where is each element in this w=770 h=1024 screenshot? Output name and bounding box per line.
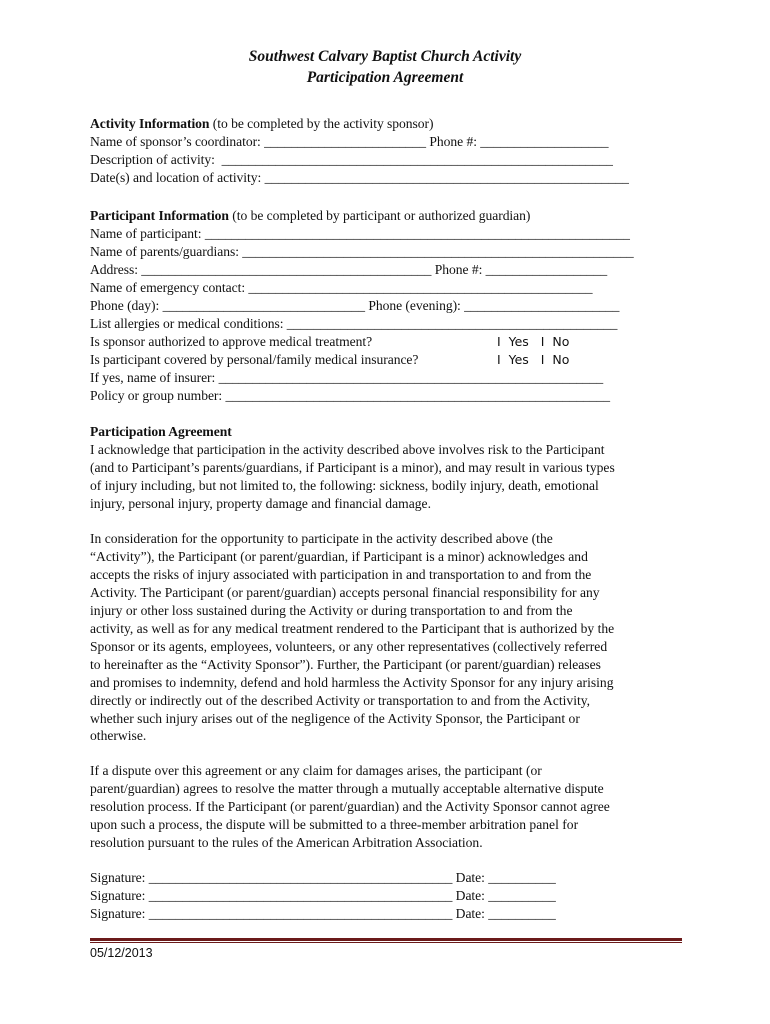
document-title-line1: Southwest Calvary Baptist Church Activity bbox=[248, 48, 522, 65]
participant-info-heading: Participant Information bbox=[90, 208, 229, 223]
paragraph-line: injury, personal injury, property damage and financial damage. bbox=[90, 495, 431, 511]
paragraph-line: of injury including, but not limited to, the following: sickness, bodily injury, death, emotional bbox=[90, 477, 599, 493]
activity-info-note: (to be completed by the activity sponsor) bbox=[209, 116, 434, 131]
agreement-paragraph-3 bbox=[90, 762, 690, 852]
paragraph-line: resolution process. If the Participant (or parent/guardian) and the Activity Sponsor cannot agree bbox=[90, 798, 610, 814]
paragraph-line: injury or other loss sustained during the Activity or during transportation to and from the bbox=[90, 602, 573, 618]
coordinator-field[interactable]: Name of sponsor’s coordinator: ________________________ Phone #: ___________________ bbox=[90, 134, 609, 149]
paragraph-line: activity, as well as for any medical treatment rendered to the Participant that is authorized by the bbox=[90, 620, 615, 636]
paragraph-line: otherwise. bbox=[90, 728, 147, 744]
footer-divider bbox=[90, 938, 682, 941]
paragraph-line: In consideration for the opportunity to participate in the activity described above (the bbox=[90, 531, 553, 546]
insurance-question: Is participant covered by personal/family medical insurance? bbox=[90, 352, 419, 367]
participant-name-field[interactable]: Name of participant: _______________________________________________________________ bbox=[90, 226, 630, 241]
paragraph-line: upon such a process, the dispute will be submitted to a three-member arbitration panel for bbox=[90, 816, 579, 832]
footer-divider-thin bbox=[90, 942, 682, 943]
signature-line-1[interactable]: Signature: _____________________________________________ Date: __________ bbox=[90, 870, 556, 885]
activity-info-heading-row bbox=[90, 115, 433, 133]
insurer-field[interactable]: If yes, name of insurer: _________________________________________________________ bbox=[90, 370, 604, 385]
participant-info-heading-row bbox=[90, 207, 530, 225]
paragraph-line: Sponsor or its agents, employees, volunteers, or any other representatives (collectively referred bbox=[90, 638, 608, 654]
policy-field[interactable]: Policy or group number: _________________________________________________________ bbox=[90, 388, 611, 403]
parents-field[interactable]: Name of parents/guardians: __________________________________________________________ bbox=[90, 244, 634, 259]
paragraph-line: (and to Participant’s parents/guardians, if Participant is a minor), and may result in various types bbox=[90, 459, 615, 475]
paragraph-line: whether such injury arises out of the negligence of the Activity Sponsor, the Participant or bbox=[90, 710, 580, 726]
paragraph-line: directly or indirectly out of the described Activity or transportation to and from the Activity, bbox=[90, 692, 591, 708]
footer-date: 05/12/2013 bbox=[90, 946, 153, 960]
participant-info-note: (to be completed by participant or authorized guardian) bbox=[228, 208, 531, 223]
paragraph-line: Activity. The Participant (or parent/guardian) accepts personal financial responsibility for any bbox=[90, 584, 600, 600]
activity-description-field[interactable]: Description of activity: __________________________________________________________ bbox=[90, 152, 613, 167]
authorized-question: Is sponsor authorized to approve medical treatment? bbox=[90, 334, 373, 349]
activity-info-heading: Activity Information bbox=[90, 116, 210, 131]
insurance-yes-no[interactable]: I Yes I No bbox=[497, 352, 570, 367]
address-field[interactable]: Address: ___________________________________________ Phone #: __________________ bbox=[90, 262, 608, 277]
paragraph-line: “Activity”), the Participant (or parent/guardian, if Participant is a minor) acknowledges and bbox=[90, 548, 588, 564]
paragraph-line: I acknowledge that participation in the activity described above involves risk to the Participant bbox=[90, 442, 605, 457]
agreement-paragraph-2 bbox=[90, 530, 690, 745]
allergies-field[interactable]: List allergies or medical conditions: _________________________________________________ bbox=[90, 316, 618, 331]
emergency-contact-field[interactable]: Name of emergency contact: ___________________________________________________ bbox=[90, 280, 593, 295]
paragraph-line: and promises to indemnity, defend and hold harmless the Activity Sponsor for any injury arising bbox=[90, 674, 614, 690]
agreement-paragraph-1 bbox=[90, 441, 690, 513]
document-title-line2: Participation Agreement bbox=[306, 69, 464, 86]
paragraph-line: resolution pursuant to the rules of the American Arbitration Association. bbox=[90, 834, 483, 850]
signature-line-3[interactable]: Signature: _____________________________________________ Date: __________ bbox=[90, 906, 556, 921]
paragraph-line: accepts the risks of injury associated with participation in and transportation to and from the bbox=[90, 566, 592, 582]
paragraph-line: If a dispute over this agreement or any claim for damages arises, the participant (or bbox=[90, 763, 542, 778]
authorized-yes-no[interactable]: I Yes I No bbox=[497, 334, 570, 349]
activity-dates-field[interactable]: Date(s) and location of activity: ______________________________________________________ bbox=[90, 170, 629, 185]
paragraph-line: parent/guardian) agrees to resolve the matter through a mutually acceptable alternative dispute bbox=[90, 780, 604, 796]
paragraph-line: to hereinafter as the “Activity Sponsor”). Further, the Participant (or parent/guardian) releases bbox=[90, 656, 601, 672]
signature-line-2[interactable]: Signature: _____________________________________________ Date: __________ bbox=[90, 888, 556, 903]
agreement-heading: Participation Agreement bbox=[90, 424, 232, 439]
phone-fields[interactable]: Phone (day): ______________________________ Phone (evening): _______________________ bbox=[90, 298, 620, 313]
